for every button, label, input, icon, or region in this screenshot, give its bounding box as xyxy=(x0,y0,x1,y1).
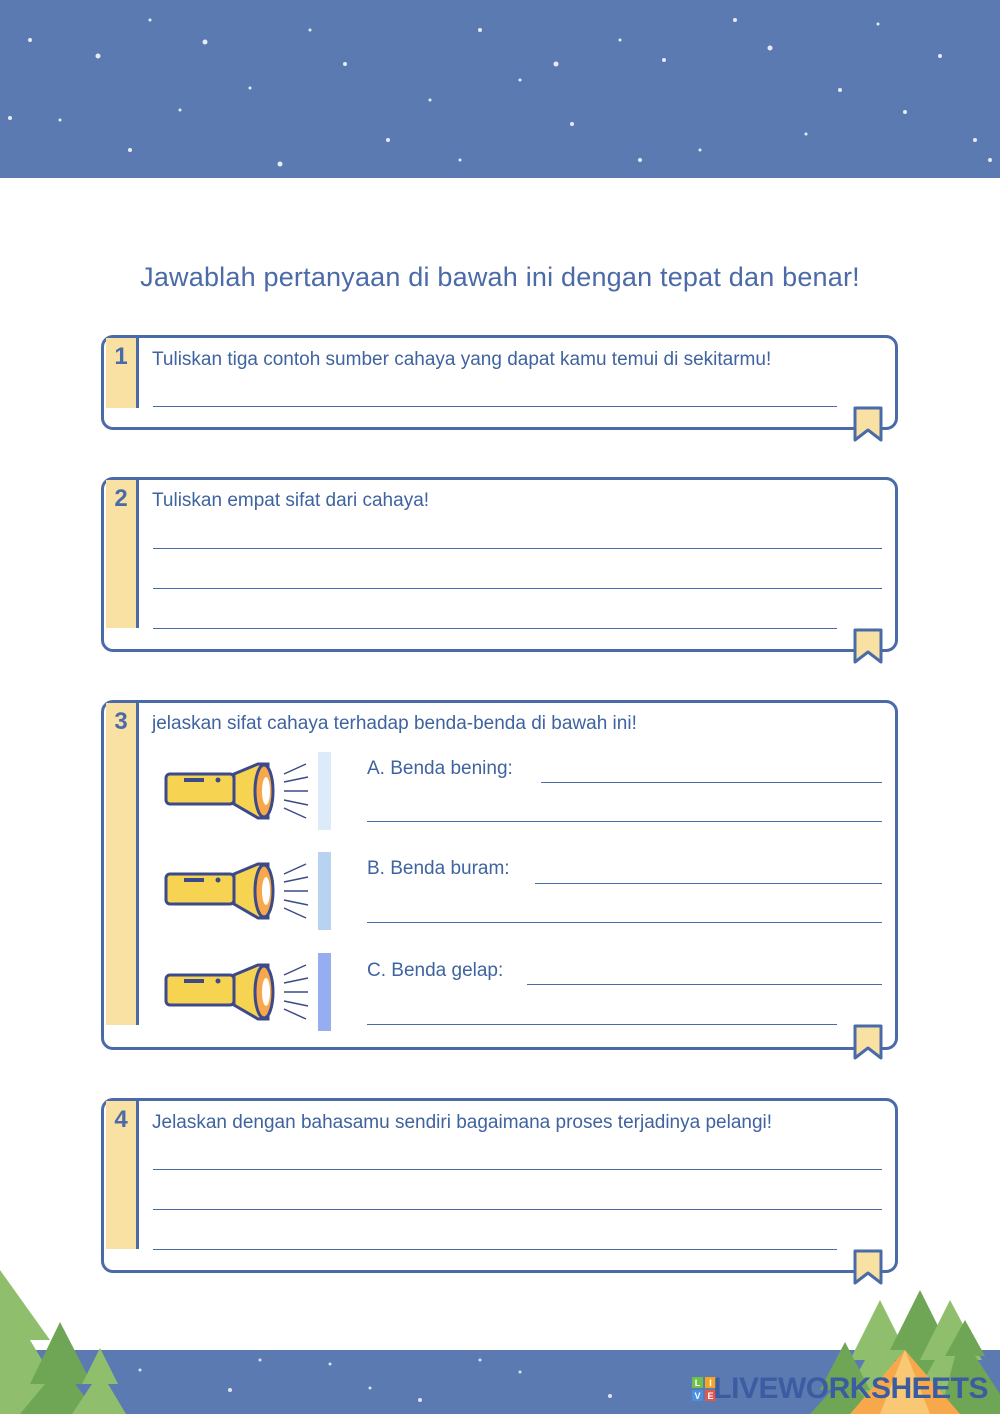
answer-line-4-1[interactable] xyxy=(153,1169,882,1170)
item-label-a: A. Benda bening: xyxy=(367,758,513,779)
question-text-1: Tuliskan tiga contoh sumber cahaya yang dapat kamu temui di sekitarmu! xyxy=(152,349,772,370)
logo-letter: L xyxy=(694,1378,701,1388)
answer-line-3b-2[interactable] xyxy=(367,922,882,923)
flashlight-icon xyxy=(160,953,340,1033)
bookmark-icon xyxy=(853,628,883,664)
tree-icon xyxy=(0,1270,126,1414)
logo-letter: E xyxy=(707,1391,714,1401)
answer-line-1-1[interactable] xyxy=(153,406,837,407)
answer-line-3a-1[interactable] xyxy=(541,782,882,783)
liveworksheets-brand[interactable]: LIVEWORKSHEETS xyxy=(713,1372,988,1405)
answer-line-3b-1[interactable] xyxy=(535,883,882,884)
answer-line-3c-1[interactable] xyxy=(527,984,882,985)
header-banner xyxy=(0,0,1000,180)
bookmark-icon xyxy=(853,406,883,442)
question-number-3: 3 xyxy=(114,708,128,735)
answer-line-4-3[interactable] xyxy=(153,1249,837,1250)
question-text-2: Tuliskan empat sifat dari cahaya! xyxy=(152,490,430,511)
opaque-object-panel xyxy=(318,953,331,1031)
answer-line-3a-2[interactable] xyxy=(367,821,882,822)
question-number-1: 1 xyxy=(114,343,128,370)
answer-line-3c-2[interactable] xyxy=(367,1024,837,1025)
answer-line-2-3[interactable] xyxy=(153,628,837,629)
flashlight-icon xyxy=(160,852,340,932)
clear-object-panel xyxy=(318,752,331,830)
logo-letter: V xyxy=(694,1391,701,1401)
answer-line-4-2[interactable] xyxy=(153,1209,882,1210)
logo-letter: I xyxy=(709,1378,712,1388)
question-number-4: 4 xyxy=(114,1106,128,1133)
flashlight-icon xyxy=(160,752,340,832)
question-ribbon-3 xyxy=(106,703,139,1025)
item-label-c: C. Benda gelap: xyxy=(367,960,504,981)
translucent-object-panel xyxy=(318,852,331,930)
answer-line-2-1[interactable] xyxy=(153,548,882,549)
bookmark-icon xyxy=(853,1024,883,1060)
answer-line-2-2[interactable] xyxy=(153,588,882,589)
item-label-b: B. Benda buram: xyxy=(367,858,510,879)
question-text-4: Jelaskan dengan bahasamu sendiri bagaimana proses terjadinya pelangi! xyxy=(152,1112,773,1133)
question-number-2: 2 xyxy=(114,485,128,512)
question-text-3: jelaskan sifat cahaya terhadap benda-benda di bawah ini! xyxy=(152,713,637,734)
instruction-title: Jawablah pertanyaan di bawah ini dengan tepat dan benar! xyxy=(140,262,860,292)
